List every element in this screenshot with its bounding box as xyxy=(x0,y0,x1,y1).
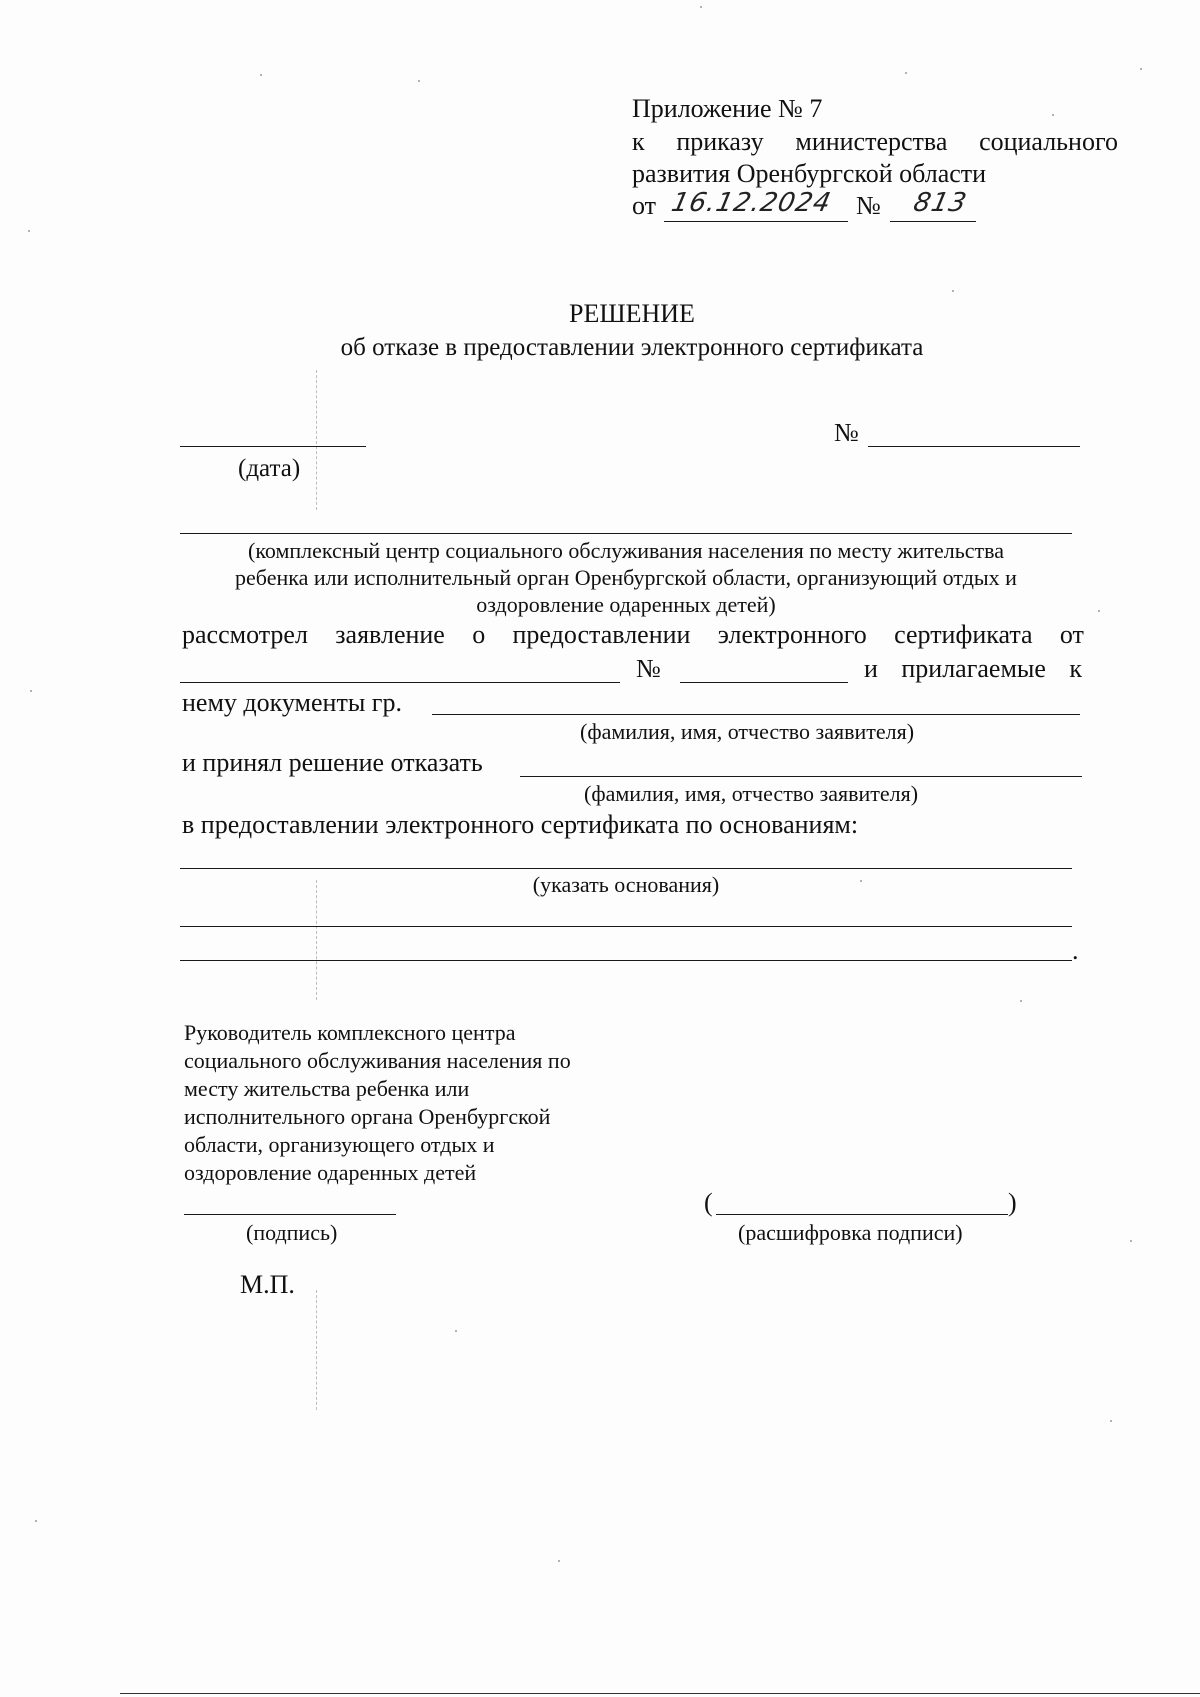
position-line: месту жительства ребенка или xyxy=(184,1076,470,1101)
application-number-line xyxy=(680,682,848,683)
refused-person-caption: (фамилия, имя, отчество заявителя) xyxy=(584,781,919,806)
organization-caption-line-2: ребенка или исполнительный орган Оренбургской области, организующий отдых и xyxy=(235,565,1017,590)
header-word: приказу xyxy=(676,127,764,156)
application-number-label: № xyxy=(636,654,661,683)
grounds-line-3 xyxy=(180,960,1072,961)
organization-caption-line-3: оздоровление одаренных детей) xyxy=(476,592,776,617)
document-title: РЕШЕНИЕ xyxy=(569,299,695,328)
header-word: к xyxy=(632,127,645,156)
signature-decoding-line xyxy=(716,1214,1008,1215)
scan-fold-line xyxy=(316,880,317,1000)
body-word: заявление xyxy=(335,620,445,649)
application-date-line xyxy=(180,682,620,683)
body-word: предоставлении xyxy=(512,620,691,649)
organization-caption-line-1: (комплексный центр социального обслуживания населения по месту жительства xyxy=(248,538,1004,563)
applicant-name-line xyxy=(432,714,1080,715)
page-bottom-edge xyxy=(120,1693,1200,1694)
decoding-close-paren: ) xyxy=(1008,1188,1017,1217)
grounds-line-1 xyxy=(180,868,1072,869)
body-word: о xyxy=(472,620,486,649)
appendix-line-3: развития Оренбургской области xyxy=(632,159,987,188)
body-word: прилагаемые xyxy=(901,654,1046,683)
applicant-name-caption: (фамилия, имя, отчество заявителя) xyxy=(580,719,915,744)
scan-fold-line xyxy=(316,370,317,510)
position-line: социального обслуживания населения по xyxy=(184,1048,571,1073)
grounds-final-dot: . xyxy=(1072,936,1079,965)
body-word: рассмотрел xyxy=(182,620,308,649)
refused-person-line xyxy=(520,776,1082,777)
order-date-underline xyxy=(664,221,848,222)
body-word: от xyxy=(1059,620,1084,649)
header-word: социального xyxy=(979,127,1118,156)
position-line: Руководитель комплексного центра xyxy=(184,1020,516,1045)
body-word: и xyxy=(864,654,878,683)
documents-label: нему документы гр. xyxy=(182,688,402,717)
grounds-caption: (указать основания) xyxy=(532,872,720,897)
order-number-label: № xyxy=(856,191,881,220)
order-from-label: от xyxy=(632,191,657,220)
organization-field-line xyxy=(180,533,1072,534)
order-number-handwritten: 813 xyxy=(910,188,970,218)
signature-line xyxy=(184,1214,396,1215)
position-line: оздоровление одаренных детей xyxy=(184,1160,477,1185)
decoding-open-paren: ( xyxy=(704,1188,713,1217)
scan-fold-line xyxy=(316,1290,317,1410)
decision-number-line xyxy=(868,446,1080,447)
order-number-underline xyxy=(890,221,976,222)
considered-application-line xyxy=(182,620,1084,650)
date-caption: (дата) xyxy=(238,455,301,482)
grounds-line-2 xyxy=(180,926,1072,927)
order-date-handwritten: 16.12.2024 xyxy=(668,188,835,218)
appendix-number: Приложение № 7 xyxy=(632,94,823,123)
body-word: электронного xyxy=(717,620,867,649)
decision-number-label: № xyxy=(834,418,859,447)
grounds-label: в предоставлении электронного сертификата по основаниям: xyxy=(182,810,859,839)
header-word: министерства xyxy=(795,127,948,156)
date-field-line xyxy=(180,446,366,447)
appendix-line-2 xyxy=(632,127,1118,157)
attached-documents-line xyxy=(864,654,1082,684)
body-word: к xyxy=(1069,654,1082,683)
position-line: области, организующего отдых и xyxy=(184,1132,495,1157)
decision-refuse-label: и принял решение отказать xyxy=(182,748,483,777)
position-line: исполнительного органа Оренбургской xyxy=(184,1104,551,1129)
document-subtitle: об отказе в предоставлении электронного сертификата xyxy=(340,334,924,361)
stamp-place-label: М.П. xyxy=(240,1270,295,1299)
decoding-caption: (расшифровка подписи) xyxy=(738,1220,963,1245)
body-word: сертификата xyxy=(894,620,1033,649)
signature-caption: (подпись) xyxy=(246,1220,338,1245)
